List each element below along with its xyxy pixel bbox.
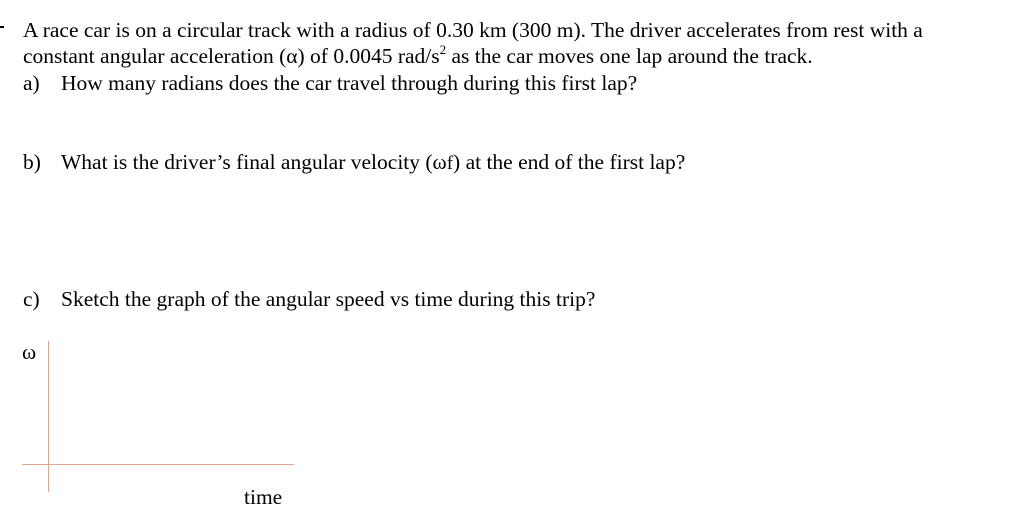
question-c <box>23 286 595 312</box>
graph-x-axis <box>22 464 294 465</box>
omega-final-subscript: f <box>446 153 454 174</box>
problem-intro-text-1: A race car is on a circular track with a radius of 0.30 km (300 m). The driver accelerates from rest with a <box>23 18 923 42</box>
graph-x-axis-label: time <box>244 485 283 509</box>
problem-intro-line-2 <box>23 43 813 72</box>
question-a-text: How many radians does the car travel through during this first lap? <box>61 71 638 95</box>
problem-intro-text-2-end: as the car moves one lap around the track. <box>446 44 813 68</box>
question-c-text: Sketch the graph of the angular speed vs time during this trip? <box>61 287 596 311</box>
problem-intro-line-1 <box>23 17 923 43</box>
question-b-text-end: ) at the end of the first lap? <box>453 150 686 174</box>
question-b <box>23 149 685 177</box>
question-b-label: b) <box>23 150 41 174</box>
units-exponent: 2 <box>439 42 447 57</box>
question-b-text: What is the driver’s final angular velocity (ω <box>61 150 447 174</box>
question-a-label: a) <box>23 71 40 95</box>
graph-y-axis <box>48 341 49 492</box>
graph-y-axis-label: ω <box>22 340 37 364</box>
question-a <box>23 70 637 96</box>
list-bullet-mark <box>0 26 4 28</box>
question-c-label: c) <box>23 287 40 311</box>
problem-intro-text-2: constant angular acceleration (α) of 0.0045 rad/s <box>23 44 440 68</box>
